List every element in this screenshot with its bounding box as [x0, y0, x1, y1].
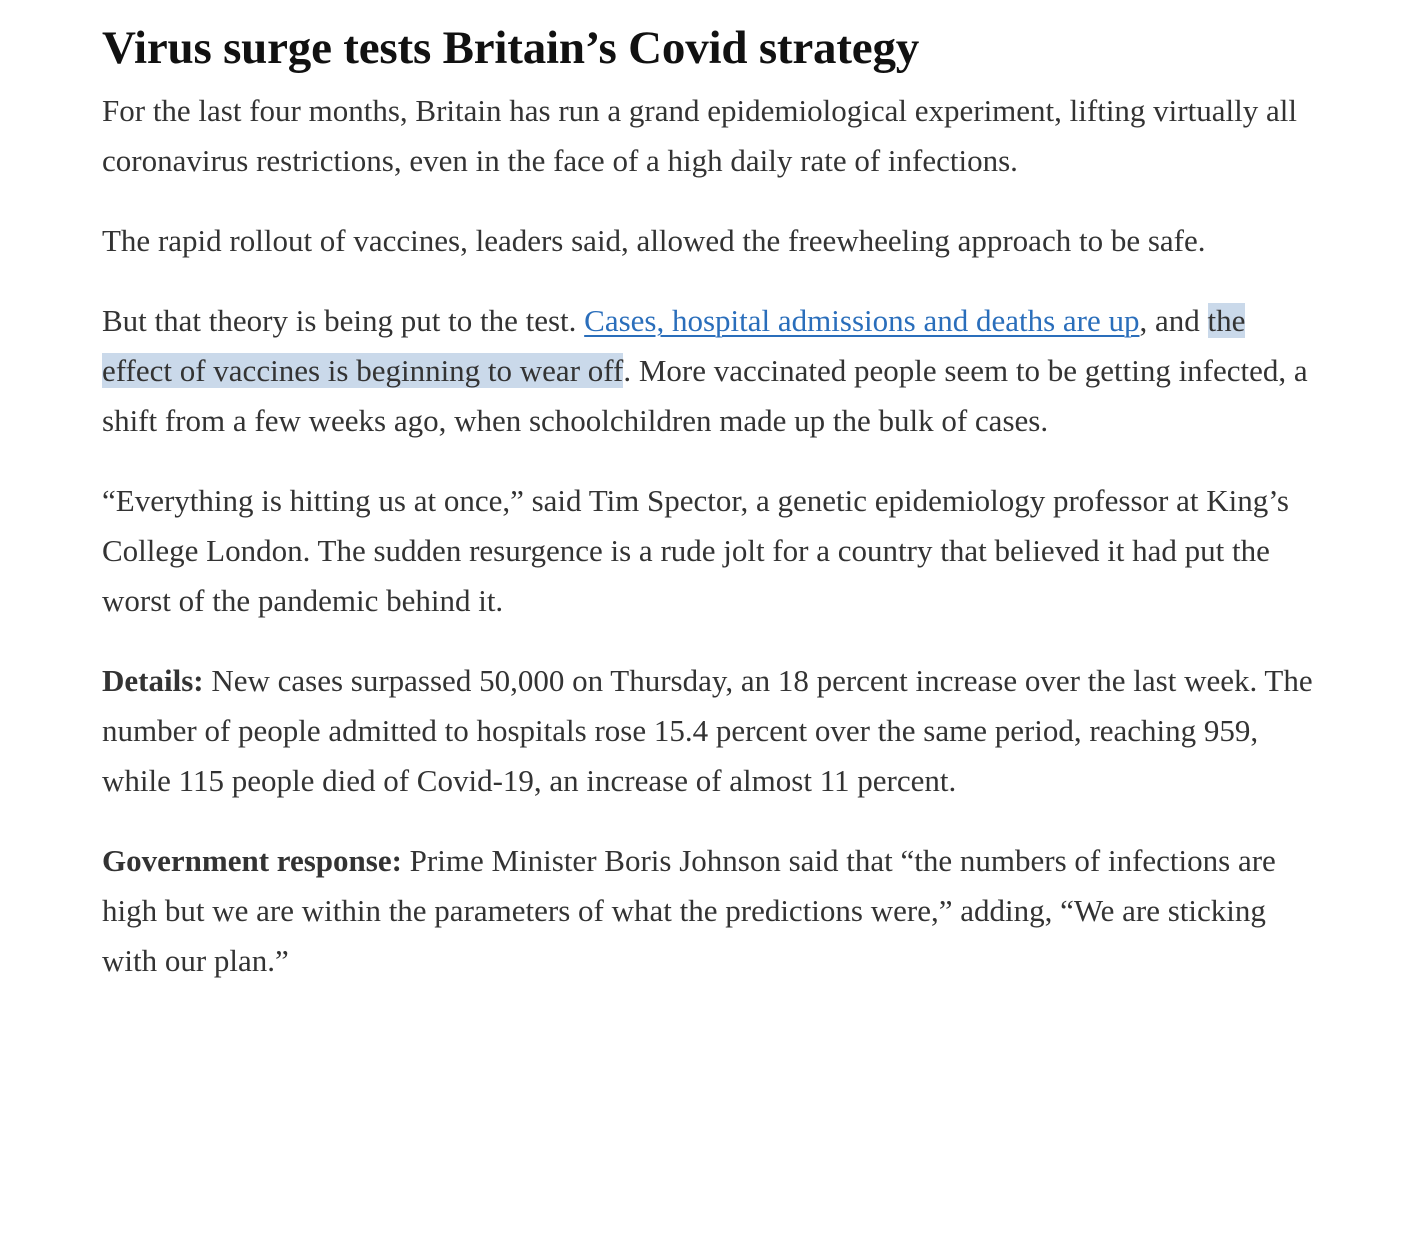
cases-admissions-deaths-link[interactable]: Cases, hospital admissions and deaths are up [584, 303, 1140, 338]
paragraph-vaccines: The rapid rollout of vaccines, leaders said, allowed the freewheeling approach to be safe. [102, 223, 1206, 258]
paragraph-spector-quote: “Everything is hitting us at once,” said Tim Spector, a genetic epidemiology professor at King’s College London. The sudden resurgence is a rude jolt for a country that believed it had put the worst of the pandemic behind it. [102, 483, 1289, 618]
paragraph-theory-test [102, 296, 1317, 446]
paragraph-intro: For the last four months, Britain has run a grand epidemiological experiment, lifting virtually all coronavirus restrictions, even in the face of a high daily rate of infections. [102, 93, 1297, 178]
government-response-text: Prime Minister Boris Johnson said that “the numbers of infections are high but we are within the parameters of what the predictions were,” adding, “We are sticking with our plan.” [102, 843, 1276, 978]
details-lead: Details: [102, 663, 204, 698]
government-response-lead: Government response: [102, 843, 402, 878]
paragraph-text: But that theory is being put to the test. [102, 303, 585, 338]
paragraph-details [102, 656, 1317, 806]
selected-text-highlight[interactable]: the effect of vaccines is beginning to wear off [102, 303, 1246, 388]
article-headline: Virus surge tests Britain’s Covid strategy [102, 22, 920, 74]
paragraph-text: , and [1139, 303, 1208, 338]
article-body [102, 18, 1317, 1016]
paragraph-text: . More vaccinated people seem to be getting infected, a shift from a few weeks ago, when schoolchildren made up the bulk of cases. [102, 353, 1308, 438]
details-text: New cases surpassed 50,000 on Thursday, an 18 percent increase over the last week. The number of people admitted to hospitals rose 15.4 percent over the same period, reaching 959, while 115 people died of Covid-19, an increase of almost 11 percent. [102, 663, 1313, 798]
paragraph-government-response [102, 836, 1317, 986]
